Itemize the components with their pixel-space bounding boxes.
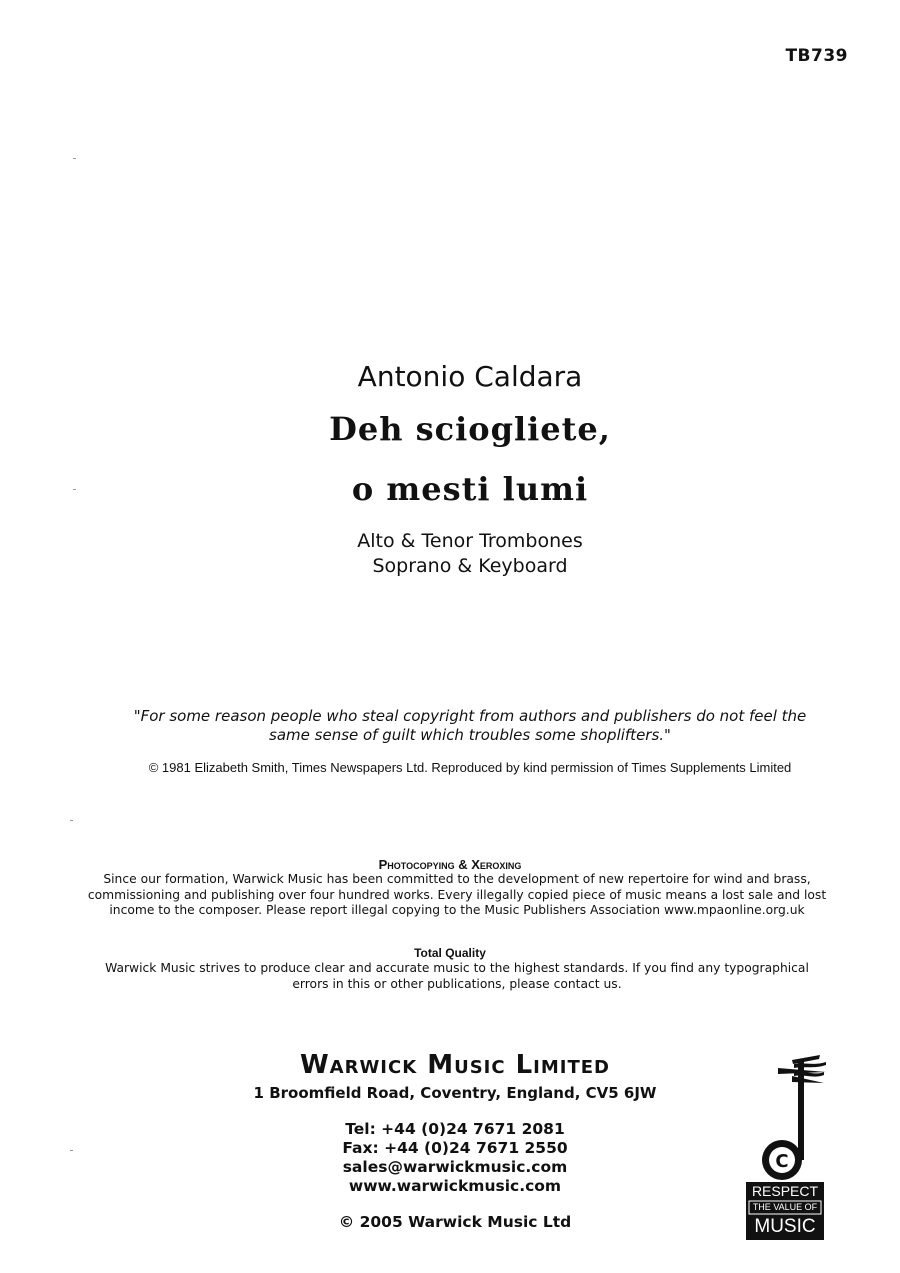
svg-text:C: C	[775, 1151, 789, 1172]
photocopying-text: Since our formation, Warwick Music has been committed to the development of new repertoire for wind and brass, commissioning and publishing over four hundred works. Every illegally copied piece of music means a lost sale and lost income to the composer. Please report illegal copying to the Music Publishers Association www.mpaonline.org.uk	[87, 872, 827, 917]
margin-mark	[70, 1150, 73, 1151]
publisher-address: 1 Broomfield Road, Coventry, England, CV5 6JW	[253, 1084, 657, 1102]
publisher-website: www.warwickmusic.com	[348, 1177, 562, 1195]
photocopying-heading: Photocopying & Xeroxing	[378, 857, 522, 872]
instrumentation-line-2: Soprano & Keyboard	[372, 555, 568, 577]
logo-respect-label: RESPECT	[751, 1183, 819, 1199]
title-line-2: o mesti lumi	[351, 470, 589, 508]
quality-notice	[0, 961, 900, 992]
logo-music-label: MUSIC	[754, 1216, 816, 1237]
logo-value-of-label: THE VALUE OF	[752, 1202, 818, 1212]
margin-mark	[73, 158, 76, 159]
photocopying-notice	[0, 872, 900, 919]
instrumentation-line-1: Alto & Tenor Trombones	[357, 530, 583, 552]
title-line-1: Deh sciogliete,	[329, 410, 611, 448]
music-note-copyright-icon	[740, 1050, 832, 1242]
publisher-fax: Fax: +44 (0)24 7671 2550	[342, 1139, 568, 1157]
quote-credit: © 1981 Elizabeth Smith, Times Newspapers Ltd. Reproduced by kind permission of Times Supplements Limited	[148, 760, 792, 775]
composer-name: Antonio Caldara	[357, 360, 583, 393]
publisher-email: sales@warwickmusic.com	[342, 1158, 568, 1176]
margin-mark	[73, 489, 76, 490]
publisher-copyright: © 2005 Warwick Music Ltd	[338, 1213, 572, 1231]
quality-heading: Total Quality	[414, 946, 486, 960]
margin-mark	[70, 820, 73, 821]
publisher-name: Warwick Music Limited	[299, 1050, 611, 1080]
publisher-telephone: Tel: +44 (0)24 7671 2081	[345, 1120, 565, 1138]
copyright-quote	[20, 707, 900, 745]
quote-text: "For some reason people who steal copyright from authors and publishers do not feel the same sense of guilt which troubles some shoplifters."	[133, 707, 807, 744]
quality-text: Warwick Music strives to produce clear and accurate music to the highest standards. If you find any typographical errors in this or other publications, please contact us.	[105, 961, 809, 991]
catalog-number: TB739	[785, 46, 848, 66]
respect-music-logo	[740, 1050, 832, 1242]
